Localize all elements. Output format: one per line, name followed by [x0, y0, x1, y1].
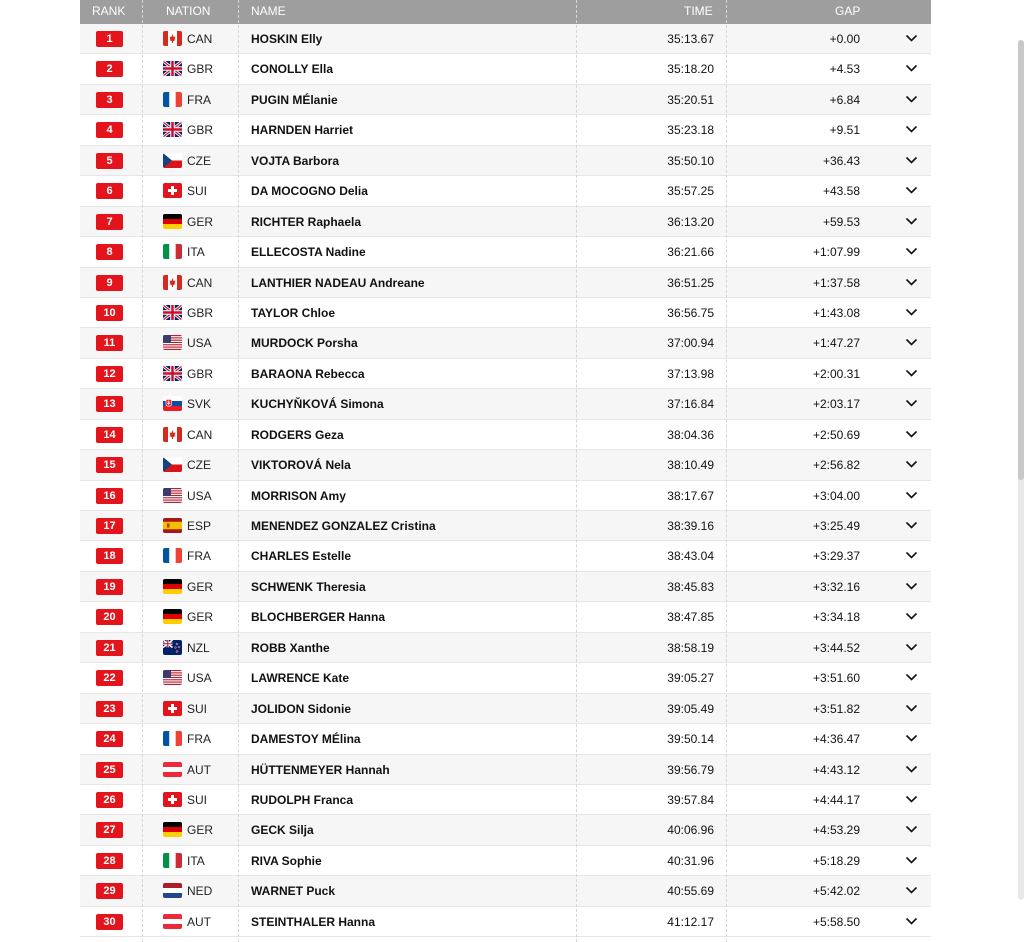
- chevron-down-icon[interactable]: [905, 32, 918, 42]
- table-row[interactable]: [80, 146, 931, 176]
- table-row[interactable]: [80, 815, 931, 845]
- race-time: 35:13.67: [667, 32, 714, 46]
- flag-ita-icon: [163, 244, 182, 259]
- table-row[interactable]: [80, 115, 931, 145]
- athlete-name: RUDOLPH Franca: [251, 792, 354, 807]
- time-gap: +1:07.99: [812, 245, 860, 260]
- nation-code: CZE: [187, 458, 211, 473]
- race-time: 40:06.96: [667, 823, 714, 838]
- nation-code: FRA: [187, 549, 211, 564]
- nation-code: FRA: [187, 732, 211, 747]
- time-gap: +36.43: [822, 153, 860, 168]
- flag-gbr-icon: [163, 366, 182, 381]
- nation-code: GER: [187, 579, 214, 594]
- nation-code: GBR: [187, 62, 214, 77]
- rank-badge: 20: [96, 609, 123, 625]
- time-gap: +6.84: [829, 92, 860, 107]
- header-name: NAME: [251, 4, 286, 18]
- table-row[interactable]: [80, 54, 931, 84]
- table-row[interactable]: [80, 298, 931, 328]
- chevron-down-icon[interactable]: [905, 215, 918, 225]
- flag-gbr-icon: [163, 122, 182, 137]
- athlete-name: HÜTTENMEYER Hannah: [251, 762, 390, 777]
- nation-code: ESP: [187, 519, 212, 533]
- table-row[interactable]: [80, 420, 931, 450]
- nation-code: CAN: [187, 275, 213, 290]
- flag-aut-icon: [163, 914, 182, 929]
- time-gap: +2:00.31: [812, 366, 860, 381]
- header-rank: RANK: [92, 4, 126, 18]
- rank-badge: 8: [96, 244, 123, 260]
- header-nation: NATION: [166, 4, 211, 18]
- flag-usa-icon: [163, 670, 182, 685]
- table-row[interactable]: [80, 907, 931, 937]
- race-time: 35:20.51: [667, 92, 714, 107]
- athlete-name: MURDOCK Porsha: [251, 336, 358, 351]
- rank-badge: 18: [96, 548, 123, 564]
- chevron-down-icon[interactable]: [905, 367, 918, 377]
- rank-badge: 14: [96, 427, 123, 443]
- rank-badge: 17: [96, 518, 123, 534]
- nation-code: SUI: [187, 792, 208, 807]
- nation-code: GER: [187, 610, 214, 625]
- rank-badge: 29: [96, 883, 123, 899]
- athlete-name: RIVA Sophie: [251, 853, 322, 868]
- race-time: 40:31.96: [667, 853, 714, 868]
- race-time: 35:18.20: [667, 62, 714, 77]
- flag-fra-icon: [163, 731, 182, 746]
- race-time: 38:39.16: [667, 519, 714, 533]
- rank-badge: 12: [96, 366, 123, 382]
- chevron-down-icon[interactable]: [905, 671, 918, 681]
- time-gap: +4:44.17: [812, 792, 860, 807]
- table-row[interactable]: [80, 24, 931, 54]
- rank-badge: 4: [96, 122, 123, 138]
- nation-code: AUT: [187, 762, 211, 777]
- table-row[interactable]: [80, 846, 931, 876]
- race-time: 39:05.27: [667, 671, 714, 686]
- rank-badge: 7: [96, 214, 123, 230]
- chevron-down-icon[interactable]: [905, 306, 918, 316]
- nation-code: SUI: [187, 701, 208, 716]
- table-row[interactable]: [80, 602, 931, 632]
- flag-ger-icon: [163, 609, 182, 624]
- rank-badge: 28: [96, 853, 123, 869]
- rank-badge: 23: [96, 701, 123, 717]
- nation-code: CZE: [187, 153, 211, 168]
- rank-badge: 26: [96, 792, 123, 808]
- rank-badge: 25: [96, 762, 123, 778]
- nation-code: ITA: [187, 245, 205, 260]
- flag-gbr-icon: [163, 305, 182, 320]
- athlete-name: DAMESTOY MÉlina: [251, 732, 361, 747]
- chevron-down-icon[interactable]: [905, 915, 918, 925]
- flag-sui-icon: [163, 701, 182, 716]
- table-row[interactable]: [80, 694, 931, 724]
- time-gap: +2:56.82: [812, 458, 860, 473]
- rank-badge: 10: [96, 305, 123, 321]
- chevron-down-icon[interactable]: [905, 610, 918, 620]
- rank-badge: 5: [96, 153, 123, 169]
- time-gap: +5:42.02: [812, 884, 860, 899]
- nation-code: SVK: [187, 397, 212, 412]
- athlete-name: LAWRENCE Kate: [251, 671, 350, 686]
- rank-badge: 2: [96, 61, 123, 77]
- race-time: 38:47.85: [667, 610, 714, 625]
- chevron-down-icon[interactable]: [905, 489, 918, 499]
- flag-ger-icon: [163, 822, 182, 837]
- time-gap: +5:58.50: [812, 914, 860, 929]
- table-row[interactable]: [80, 328, 931, 358]
- time-gap: +1:47.27: [812, 336, 860, 351]
- flag-cze-icon: [163, 153, 182, 168]
- header-time: TIME: [684, 4, 713, 18]
- chevron-down-icon[interactable]: [905, 641, 918, 651]
- race-time: 37:16.84: [667, 397, 714, 412]
- nation-code: NED: [187, 884, 213, 899]
- chevron-down-icon[interactable]: [905, 519, 918, 529]
- chevron-down-icon[interactable]: [905, 397, 918, 407]
- flag-ita-icon: [163, 853, 182, 868]
- time-gap: +2:50.69: [812, 427, 860, 442]
- time-gap: +2:03.17: [812, 397, 860, 412]
- race-time: 38:58.19: [667, 640, 714, 655]
- race-time: 35:23.18: [667, 123, 714, 138]
- flag-ned-icon: [163, 883, 182, 898]
- chevron-down-icon[interactable]: [905, 763, 918, 773]
- race-time: 37:13.98: [667, 366, 714, 381]
- athlete-name: JOLIDON Sidonie: [251, 701, 352, 716]
- chevron-down-icon[interactable]: [905, 854, 918, 864]
- table-row[interactable]: [80, 572, 931, 602]
- rank-badge: 30: [96, 914, 123, 930]
- table-row[interactable]: [80, 481, 931, 511]
- nation-code: GER: [187, 823, 214, 838]
- table-row[interactable]: [80, 663, 931, 693]
- time-gap: +1:43.08: [812, 305, 860, 320]
- race-time: 36:51.25: [667, 275, 714, 290]
- athlete-name: KUCHYŇKOVÁ Simona: [251, 397, 384, 412]
- time-gap: +3:44.52: [812, 640, 860, 655]
- race-time: 38:45.83: [667, 579, 714, 594]
- time-gap: +5:18.29: [812, 853, 860, 868]
- table-row[interactable]: [80, 876, 931, 906]
- table-row[interactable]: [80, 359, 931, 389]
- athlete-name: MENENDEZ GONZALEZ Cristina: [251, 519, 436, 533]
- rank-badge: 3: [96, 92, 123, 108]
- rank-badge: 13: [96, 396, 123, 412]
- flag-ger-icon: [163, 214, 182, 229]
- results-table: [80, 0, 931, 937]
- athlete-name: HOSKIN Elly: [251, 32, 323, 46]
- race-time: 36:56.75: [667, 305, 714, 320]
- race-time: 38:10.49: [667, 458, 714, 473]
- chevron-down-icon[interactable]: [905, 549, 918, 559]
- athlete-name: VIKTOROVÁ Nela: [251, 458, 351, 473]
- table-row[interactable]: [80, 511, 931, 541]
- table-body: [80, 24, 931, 937]
- rank-badge: 16: [96, 488, 123, 504]
- time-gap: +3:51.82: [812, 701, 860, 716]
- table-row[interactable]: [80, 207, 931, 237]
- chevron-down-icon[interactable]: [905, 123, 918, 133]
- athlete-name: GECK Silja: [251, 823, 314, 838]
- flag-nzl-icon: [163, 640, 182, 655]
- nation-code: USA: [187, 336, 212, 351]
- race-time: 39:50.14: [667, 732, 714, 747]
- flag-esp-icon: [163, 518, 182, 533]
- chevron-down-icon[interactable]: [905, 884, 918, 894]
- flag-fra-icon: [163, 548, 182, 563]
- chevron-down-icon[interactable]: [905, 823, 918, 833]
- time-gap: +59.53: [822, 214, 860, 229]
- chevron-down-icon[interactable]: [905, 184, 918, 194]
- chevron-down-icon[interactable]: [905, 428, 918, 438]
- time-gap: +43.58: [822, 184, 860, 199]
- race-time: 38:43.04: [667, 549, 714, 564]
- chevron-down-icon[interactable]: [905, 702, 918, 712]
- athlete-name: BLOCHBERGER Hanna: [251, 610, 386, 625]
- table-row[interactable]: [80, 237, 931, 267]
- table-row[interactable]: [80, 541, 931, 571]
- athlete-name: ROBB Xanthe: [251, 640, 330, 655]
- flag-usa-icon: [163, 488, 182, 503]
- athlete-name: VOJTA Barbora: [251, 153, 340, 168]
- rank-badge: 22: [96, 670, 123, 686]
- table-header: [80, 0, 931, 24]
- athlete-name: RICHTER Raphaela: [251, 214, 362, 229]
- time-gap: +4:43.12: [812, 762, 860, 777]
- time-gap: +4:36.47: [812, 732, 860, 747]
- chevron-down-icon[interactable]: [905, 732, 918, 742]
- chevron-down-icon[interactable]: [905, 336, 918, 346]
- nation-code: GBR: [187, 366, 214, 381]
- race-time: 35:50.10: [667, 153, 714, 168]
- race-time: 41:12.17: [667, 914, 714, 929]
- chevron-down-icon[interactable]: [905, 458, 918, 468]
- rank-badge: 21: [96, 640, 123, 656]
- chevron-down-icon[interactable]: [905, 93, 918, 103]
- nation-code: NZL: [187, 640, 210, 655]
- race-time: 39:05.49: [667, 701, 714, 716]
- time-gap: +3:04.00: [812, 488, 860, 503]
- table-row[interactable]: [80, 85, 931, 115]
- flag-gbr-icon: [163, 61, 182, 76]
- athlete-name: MORRISON Amy: [251, 488, 346, 503]
- chevron-down-icon[interactable]: [905, 793, 918, 803]
- time-gap: +3:29.37: [812, 549, 860, 564]
- nation-code: USA: [187, 671, 212, 686]
- flag-cze-icon: [163, 457, 182, 472]
- flag-can-icon: [163, 31, 182, 46]
- race-time: 39:56.79: [667, 762, 714, 777]
- athlete-name: CONOLLY Ella: [251, 62, 334, 77]
- chevron-down-icon[interactable]: [905, 245, 918, 255]
- flag-aut-icon: [163, 762, 182, 777]
- flag-sui-icon: [163, 183, 182, 198]
- rank-badge: 15: [96, 457, 123, 473]
- chevron-down-icon[interactable]: [905, 276, 918, 286]
- flag-ger-icon: [163, 579, 182, 594]
- race-time: 39:57.84: [667, 792, 714, 807]
- race-time: 37:00.94: [667, 336, 714, 351]
- athlete-name: RODGERS Geza: [251, 427, 344, 442]
- nation-code: SUI: [187, 184, 208, 199]
- race-time: 36:21.66: [667, 245, 714, 260]
- race-time: 38:17.67: [667, 488, 714, 503]
- athlete-name: HARNDEN Harriet: [251, 123, 354, 138]
- athlete-name: STEINTHALER Hanna: [251, 914, 376, 929]
- athlete-name: WARNET Puck: [251, 884, 336, 899]
- time-gap: +1:37.58: [812, 275, 860, 290]
- table-row[interactable]: [80, 785, 931, 815]
- table-row[interactable]: [80, 755, 931, 785]
- athlete-name: ELLECOSTA Nadine: [251, 245, 366, 260]
- athlete-name: CHARLES Estelle: [251, 549, 352, 564]
- time-gap: +3:25.49: [812, 519, 860, 533]
- table-row[interactable]: [80, 176, 931, 206]
- flag-svk-icon: [163, 396, 182, 411]
- race-time: 36:13.20: [667, 214, 714, 229]
- race-time: 40:55.69: [667, 884, 714, 899]
- nation-code: FRA: [187, 92, 211, 107]
- time-gap: +9.51: [829, 123, 860, 138]
- athlete-name: SCHWENK Theresia: [251, 579, 366, 594]
- nation-code: CAN: [187, 427, 213, 442]
- time-gap: +4:53.29: [812, 823, 860, 838]
- race-time: 38:04.36: [667, 427, 714, 442]
- table-row[interactable]: [80, 724, 931, 754]
- nation-code: USA: [187, 488, 212, 503]
- rank-badge: 19: [96, 579, 123, 595]
- nation-code: ITA: [187, 853, 205, 868]
- athlete-name: LANTHIER NADEAU Andreane: [251, 275, 425, 290]
- flag-can-icon: [163, 275, 182, 290]
- flag-sui-icon: [163, 792, 182, 807]
- rank-badge: 27: [96, 822, 123, 838]
- chevron-down-icon[interactable]: [905, 154, 918, 164]
- table-row[interactable]: [80, 389, 931, 419]
- time-gap: +4.53: [829, 62, 860, 77]
- athlete-name: PUGIN MÉlanie: [251, 92, 338, 107]
- flag-fra-icon: [163, 92, 182, 107]
- nation-code: GBR: [187, 123, 214, 138]
- chevron-down-icon[interactable]: [905, 580, 918, 590]
- athlete-name: BARAONA Rebecca: [251, 366, 365, 381]
- rank-badge: 6: [96, 183, 123, 199]
- nation-code: CAN: [187, 32, 213, 46]
- flag-can-icon: [163, 427, 182, 442]
- rank-badge: 9: [96, 275, 123, 291]
- race-time: 35:57.25: [667, 184, 714, 199]
- athlete-name: TAYLOR Chloe: [251, 305, 336, 320]
- time-gap: +0.00: [829, 32, 860, 46]
- time-gap: +3:51.60: [812, 671, 860, 686]
- table-row[interactable]: [80, 268, 931, 298]
- header-gap: GAP: [835, 4, 861, 18]
- time-gap: +3:34.18: [812, 610, 860, 625]
- scrollbar-thumb[interactable]: [1018, 40, 1024, 480]
- flag-usa-icon: [163, 335, 182, 350]
- page-scrollbar[interactable]: [1018, 40, 1024, 900]
- athlete-name: DA MOCOGNO Delia: [251, 184, 368, 199]
- rank-badge: 1: [96, 31, 123, 47]
- chevron-down-icon[interactable]: [905, 62, 918, 72]
- rank-badge: 24: [96, 731, 123, 747]
- nation-code: GBR: [187, 305, 214, 320]
- time-gap: +3:32.16: [812, 579, 860, 594]
- table-row[interactable]: [80, 450, 931, 480]
- nation-code: GER: [187, 214, 214, 229]
- nation-code: AUT: [187, 914, 211, 929]
- table-row[interactable]: [80, 633, 931, 663]
- rank-badge: 11: [96, 335, 123, 351]
